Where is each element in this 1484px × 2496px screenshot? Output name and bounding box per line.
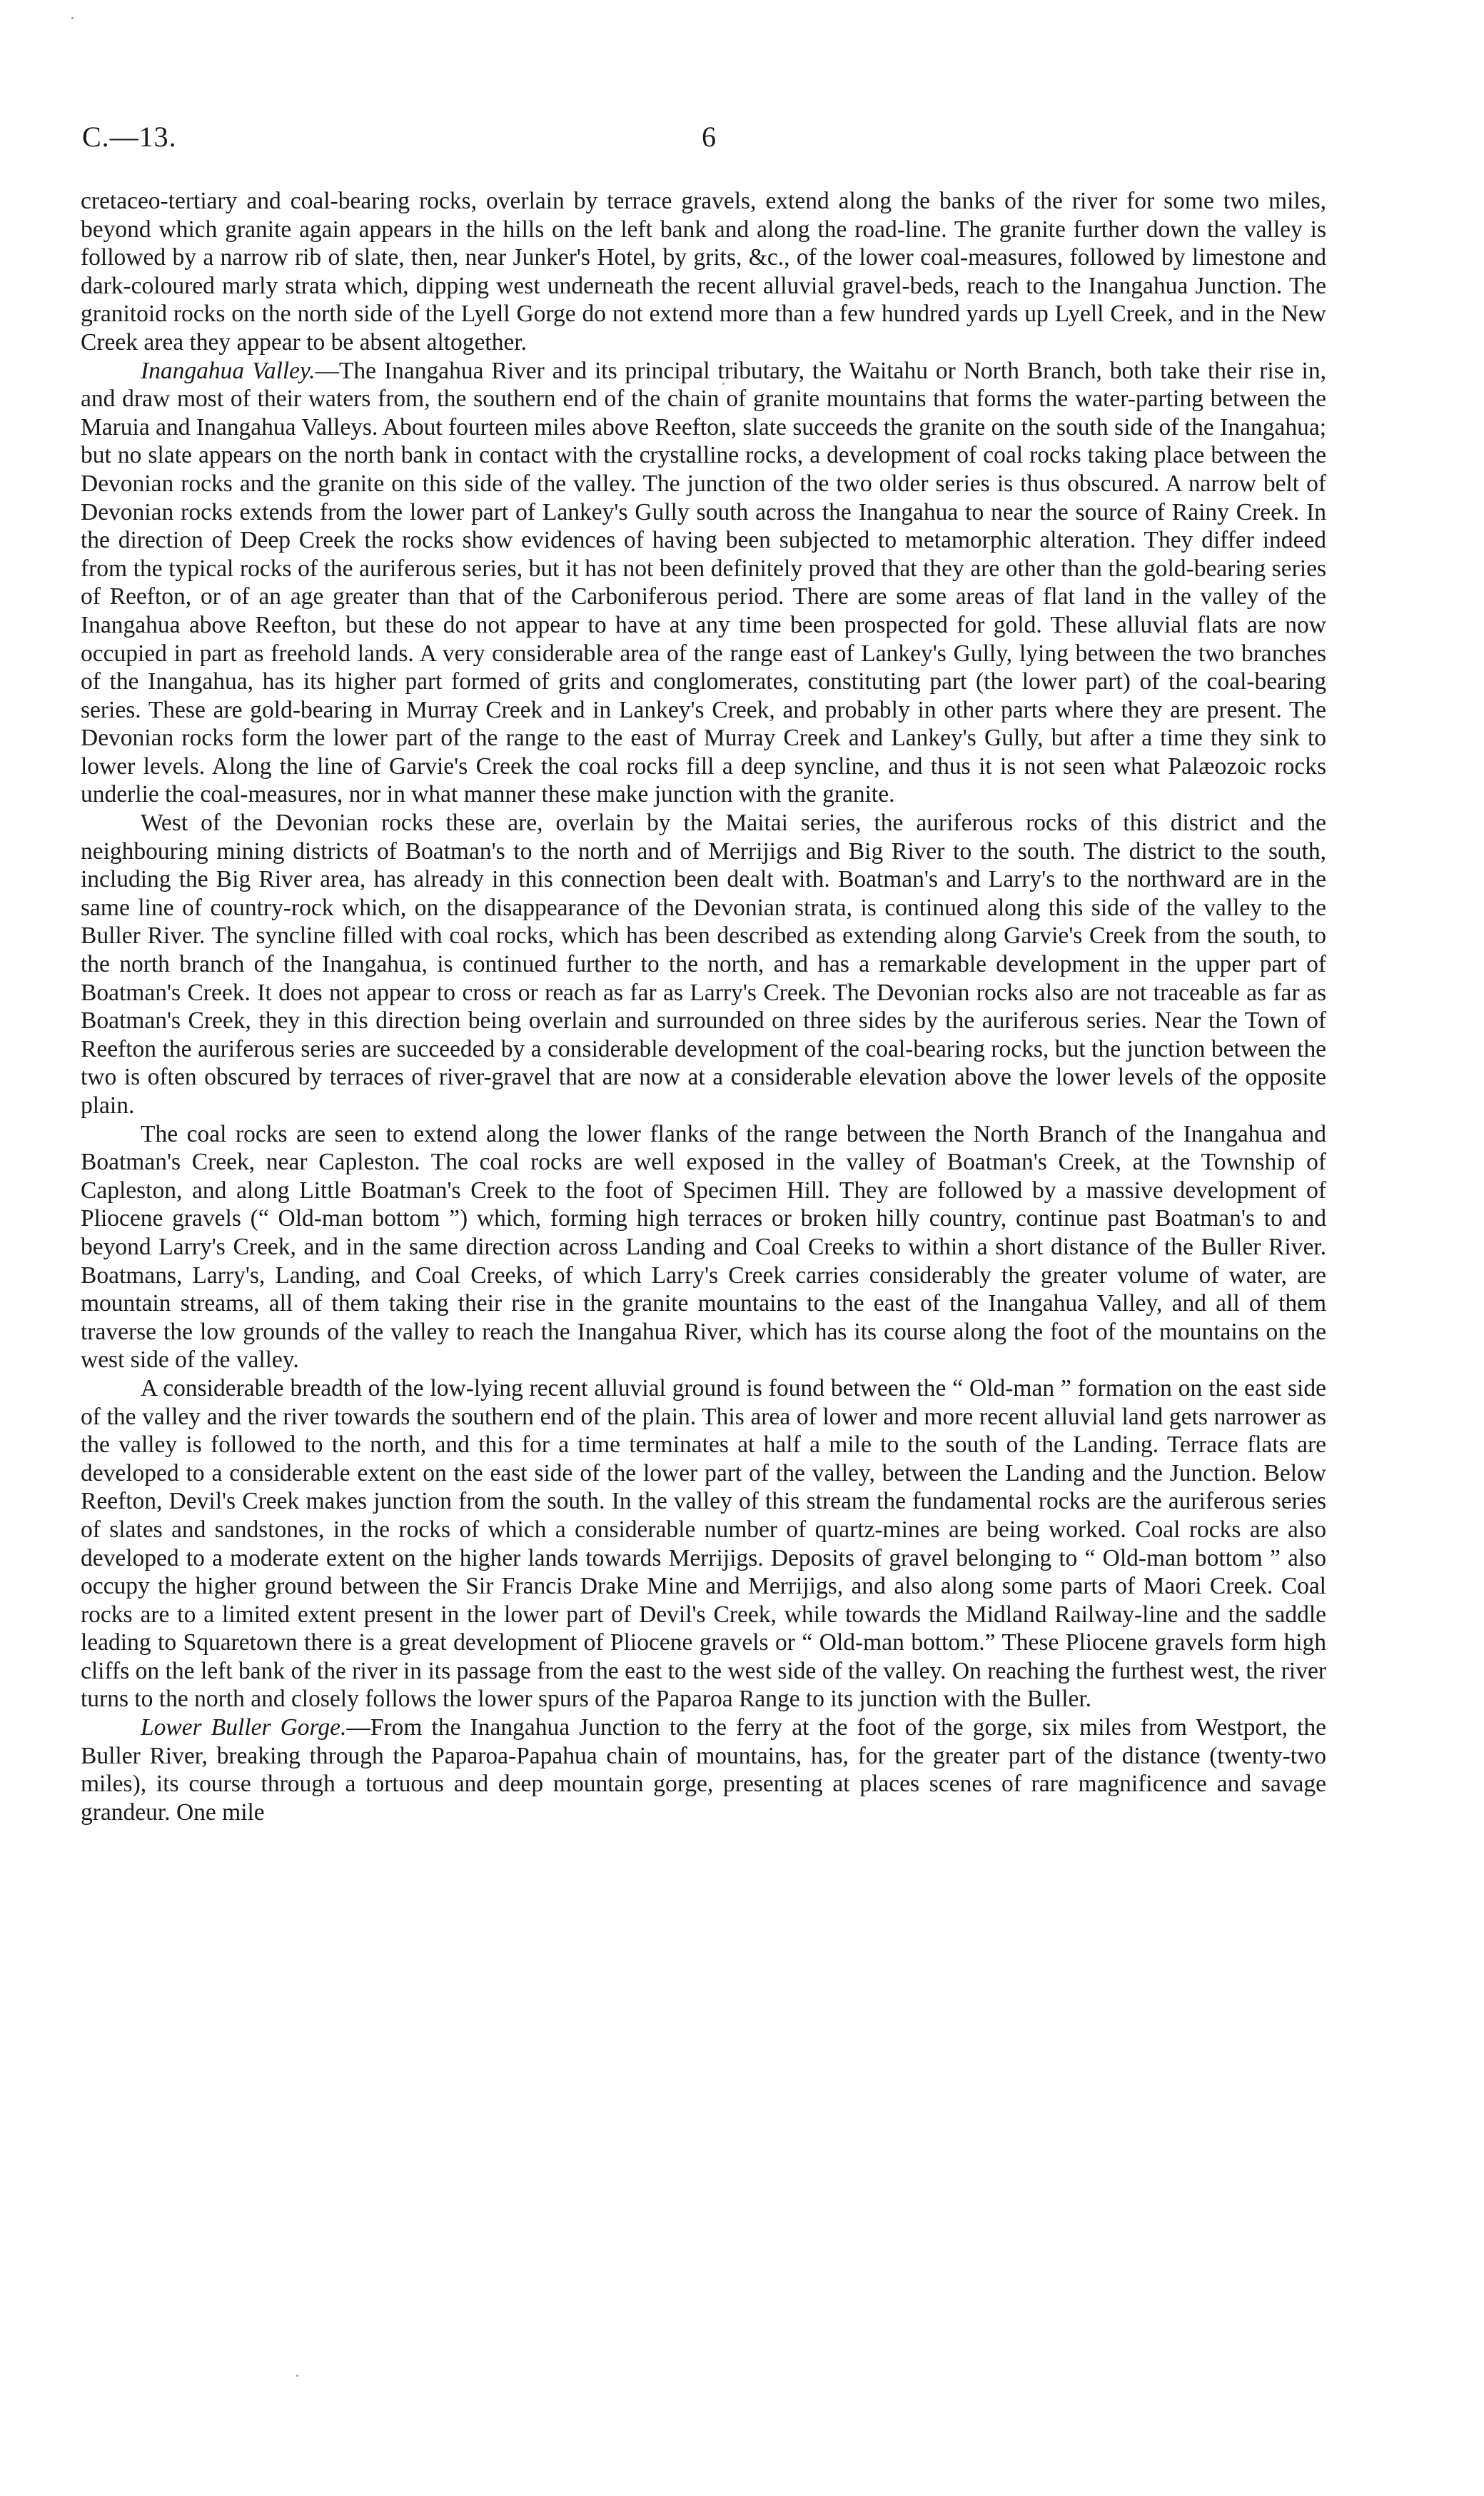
section-heading: Lower Buller Gorge. [141, 1714, 347, 1741]
paragraph-text: cretaceo-tertiary and coal-bearing rocks, overlain by terrace gravels, extend along the banks of the river for some two miles, beyond which granite again appears in the hills on the left bank and along the road-line. The granite further down the valley is followed by a narrow rib of slate, then, near Junker's Hotel, by grits, &c., of the lower coal-measures, followed by limestone and dark-coloured marly strata which, dipping west underneath the recent alluvial gravel-beds, reach to the Inangahua Junction. The granitoid rocks on the north side of the Lyell Gorge do not extend more than a few hundred yards up Lyell Creek, and in the New Creek area they appear to be absent altogether. [81, 188, 1326, 356]
paragraph [81, 357, 1326, 810]
paragraph-text: —From the Inangahua Junction to the ferry at the foot of the gorge, six miles from Westport, the Buller River, breaking through the Paparoa-Papahua chain of mountains, has, for the greater part of the distance (twenty-two miles), its course through a tortuous and deep mountain gorge, presenting at places scenes of rare magnificence and savage grandeur. One mile [81, 1714, 1326, 1826]
scan-speck [296, 2375, 298, 2377]
paragraph-text: West of the Devonian rocks these are, overlain by the Maitai series, the auriferous rocks of this district and the neighbouring mining districts of Boatman's to the north and of Merrijigs and Big River to the south. The district to the south, including the Big River area, has already in this connection been dealt with. Boatman's and Larry's to the northward are in the same line of country-rock which, on the disappearance of the Devonian strata, is continued along this side of the valley to the Buller River. The syncline filled with coal rocks, which has been described as extending along Garvie's Creek from the south, to the north branch of the Inangahua, is continued further to the north, and has a remarkable development in the upper part of Boatman's Creek. It does not appear to cross or reach as far as Larry's Creek. The Devonian rocks also are not traceable as far as Boatman's Creek, they in this direction being overlain and surrounded on three sides by the auriferous series. Near the Town of Reefton the auriferous series are succeeded by a considerable development of the coal-bearing rocks, but the junction between the two is often obscured by terraces of river-gravel that are now at a considerable elevation above the lower levels of the opposite plain. [81, 810, 1326, 1119]
body-text [81, 187, 1326, 1826]
paragraph [81, 1714, 1326, 1826]
paragraph-text: —The Inangahua River and its principal tributary, the Waitahu or North Branch, both take their rise in, and draw most of their waters from, the southern end of the chain of granite mountains that forms the water-parting between the Maruia and Inangahua Valleys. About fourteen miles above Reefton, slate succeeds the granite on the south side of the Inangahua; but no slate appears on the north bank in contact with the crystalline rocks, a development of coal rocks taking place between the Devonian rocks and the granite on this side of the valley. The junction of the two older series is thus obscured. A narrow belt of Devonian rocks extends from the lower part of Lankey's Gully south across the Inangahua to near the source of Rainy Creek. In the direction of Deep Creek the rocks show evidences of having been subjected to metamorphic alteration. They differ indeed from the typical rocks of the auriferous series, but it has not been definitely proved that they are other than the gold-bearing series of Reefton, or of an age greater than that of the Carboniferous period. There are some areas of flat land in the valley of the Inangahua above Reefton, but these do not appear to have at any time been prospected for gold. These alluvial flats are now occupied in part as freehold lands. A very considerable area of the range east of Lankey's Gully, lying between the two branches of the Inangahua, has its higher part formed of grits and conglomerates, constituting part (the lower part) of the coal-bearing series. These are gold-bearing in Murray Creek and in Lankey's Creek, and probably in other parts where they are present. The Devonian rocks form the lower part of the range to the east of Murray Creek and Lankey's Gully, but after a time they sink to lower levels. Along the line of Garvie's Creek the coal rocks fill a deep syncline, and thus it is not seen what Palæozoic rocks underlie the coal-measures, nor in what manner these make junction with the granite. [81, 357, 1326, 808]
paragraph [81, 1120, 1326, 1374]
page-number: 6 [702, 121, 716, 153]
section-heading: Inangahua Valley. [141, 357, 316, 384]
document-reference: C.—13. [82, 121, 177, 153]
paragraph [81, 1374, 1326, 1714]
paragraph [81, 187, 1326, 357]
paragraph-text: The coal rocks are seen to extend along the lower flanks of the range between the North Branch of the Inangahua and Boatman's Creek, near Capleston. The coal rocks are well exposed in the valley of Boatman's Creek, at the Township of Capleston, and along Little Boatman's Creek to the foot of Specimen Hill. They are followed by a massive development of Pliocene gravels (“ Old-man bottom ”) which, forming high terraces or broken hilly country, continue past Boatman's to and beyond Larry's Creek, and in the same direction across Landing and Coal Creeks to within a short distance of the Buller River. Boatmans, Larry's, Landing, and Coal Creeks, of which Larry's Creek carries considerably the greater volume of water, are mountain streams, all of them taking their rise in the granite mountains to the east of the Inangahua Valley, and all of them traverse the low grounds of the valley to reach the Inangahua River, which has its course along the foot of the mountains on the west side of the valley. [81, 1120, 1326, 1374]
scan-speck [71, 17, 74, 19]
paragraph-text: A considerable breadth of the low-lying recent alluvial ground is found between the “ Old-man ” formation on the east side of the valley and the river towards the southern end of the plain. This area of lower and more recent alluvial land gets narrower as the valley is followed to the north, and this for a time terminates at half a mile to the south of the Landing. Terrace flats are developed to a considerable extent on the east side of the lower part of the valley, between the Landing and the Junction. Below Reefton, Devil's Creek makes junction from the south. In the valley of this stream the fundamental rocks are the auriferous series of slates and sandstones, in the rocks of which a considerable number of quartz-mines are being worked. Coal rocks are also developed to a moderate extent on the higher lands towards Merrijigs. Deposits of gravel belonging to “ Old-man bottom ” also occupy the higher ground between the Sir Francis Drake Mine and Merrijigs, and also along some parts of Maori Creek. Coal rocks are to a limited extent present in the lower part of Devil's Creek, while towards the Midland Railway-line and the saddle leading to Squaretown there is a great development of Pliocene gravels or “ Old-man bottom.” These Pliocene gravels form high cliffs on the left bank of the river in its passage from the east to the west side of the valley. On reaching the furthest west, the river turns to the north and closely follows the lower spurs of the Paparoa Range to its junction with the Buller. [81, 1374, 1326, 1713]
paragraph [81, 809, 1326, 1120]
page-header [82, 120, 1324, 163]
